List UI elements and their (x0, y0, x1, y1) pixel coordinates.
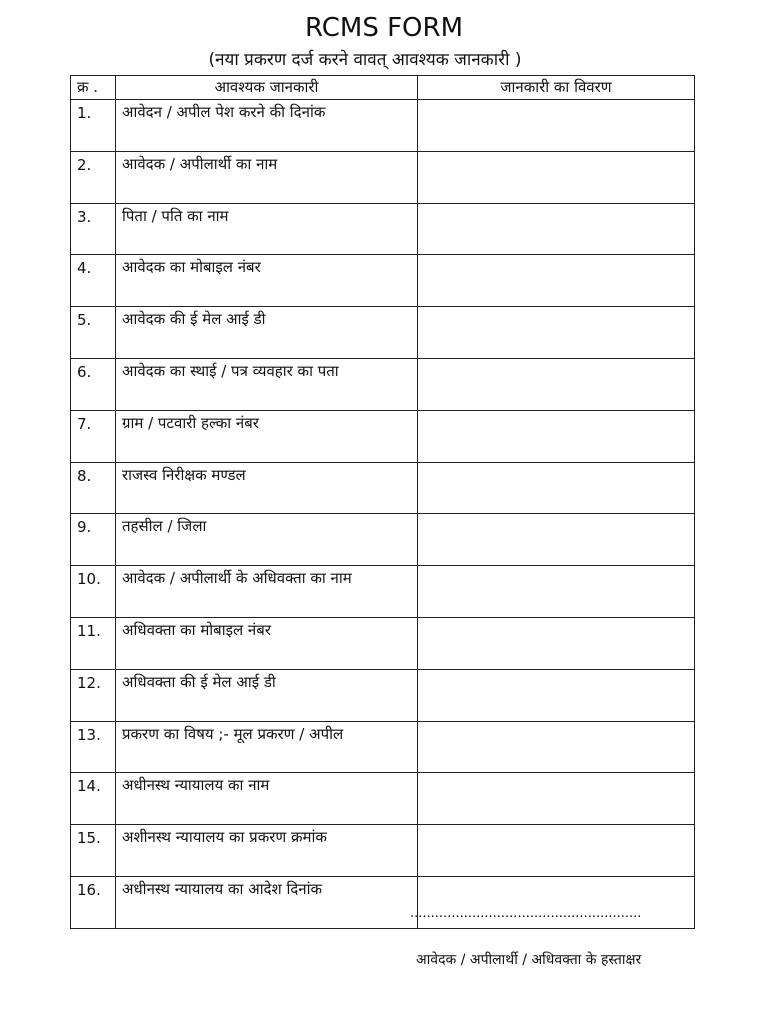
row-label: आवेदक का मोबाइल नंबर (116, 255, 418, 307)
header-details: जानकारी का विवरण (418, 76, 695, 100)
row-value-field[interactable] (418, 617, 695, 669)
form-table (70, 75, 695, 929)
row-label: तहसील / जिला (116, 514, 418, 566)
row-serial-number: 12. (71, 669, 116, 721)
row-value-field[interactable] (418, 100, 695, 152)
table-row (71, 410, 695, 462)
row-label: अधीनस्थ न्यायालय का नाम (116, 773, 418, 825)
row-serial-number: 16. (71, 876, 116, 928)
table-row (71, 566, 695, 618)
row-label: ग्राम / पटवारी हल्का नंबर (116, 410, 418, 462)
row-value-field[interactable] (418, 721, 695, 773)
row-label: अशीनस्थ न्यायालय का प्रकरण क्रमांक (116, 825, 418, 877)
row-label: आवेदक का स्थाई / पत्र व्यवहार का पता (116, 358, 418, 410)
row-serial-number: 2. (71, 151, 116, 203)
row-label: आवेदन / अपील पेश करने की दिनांक (116, 100, 418, 152)
signature-label: आवेदक / अपीलार्थी / अधिवक्ता के हस्ताक्षर (416, 952, 642, 968)
row-label: आवेदक की ई मेल आई डी (116, 307, 418, 359)
page-title: RCMS FORM (304, 13, 464, 43)
row-label: प्रकरण का विषय ;- मूल प्रकरण / अपील (116, 721, 418, 773)
table-row (71, 255, 695, 307)
row-serial-number: 1. (71, 100, 116, 152)
table-row (71, 100, 695, 152)
table-row (71, 721, 695, 773)
table-row (71, 151, 695, 203)
header-required-info: आवश्यक जानकारी (116, 76, 418, 100)
table-row (71, 307, 695, 359)
table-row (71, 617, 695, 669)
row-label: राजस्व निरीक्षक मण्डल (116, 462, 418, 514)
table-header-row (71, 76, 695, 100)
row-value-field[interactable] (418, 358, 695, 410)
row-value-field[interactable] (418, 773, 695, 825)
row-label: आवेदक / अपीलार्थी के अधिवक्ता का नाम (116, 566, 418, 618)
row-serial-number: 13. (71, 721, 116, 773)
row-serial-number: 14. (71, 773, 116, 825)
row-label: अधीनस्थ न्यायालय का आदेश दिनांक (116, 876, 418, 928)
page-subtitle: (नया प्रकरण दर्ज करने वावत् आवश्यक जानकारी ) (208, 50, 522, 70)
row-value-field[interactable] (418, 669, 695, 721)
row-value-field[interactable] (418, 410, 695, 462)
row-value-field[interactable] (418, 255, 695, 307)
row-value-field[interactable] (418, 151, 695, 203)
table-row (71, 669, 695, 721)
row-value-field[interactable] (418, 203, 695, 255)
table-row (71, 825, 695, 877)
table-row (71, 358, 695, 410)
row-value-field[interactable] (418, 462, 695, 514)
row-label: आवेदक / अपीलार्थी का नाम (116, 151, 418, 203)
row-value-field[interactable] (418, 566, 695, 618)
row-label: अधिवक्ता का मोबाइल नंबर (116, 617, 418, 669)
signature-line: ........................................................ (410, 906, 642, 921)
row-serial-number: 10. (71, 566, 116, 618)
table-row (71, 773, 695, 825)
row-serial-number: 8. (71, 462, 116, 514)
row-serial-number: 9. (71, 514, 116, 566)
row-label: पिता / पति का नाम (116, 203, 418, 255)
row-value-field[interactable] (418, 307, 695, 359)
row-value-field[interactable] (418, 514, 695, 566)
table-row (71, 462, 695, 514)
row-serial-number: 15. (71, 825, 116, 877)
row-label: अधिवक्ता की ई मेल आई डी (116, 669, 418, 721)
header-serial: क्र . (71, 76, 116, 100)
row-serial-number: 11. (71, 617, 116, 669)
row-serial-number: 7. (71, 410, 116, 462)
row-serial-number: 3. (71, 203, 116, 255)
table-row (71, 203, 695, 255)
row-serial-number: 4. (71, 255, 116, 307)
row-value-field[interactable] (418, 825, 695, 877)
table-body (71, 100, 695, 929)
table-row (71, 514, 695, 566)
row-serial-number: 6. (71, 358, 116, 410)
row-serial-number: 5. (71, 307, 116, 359)
